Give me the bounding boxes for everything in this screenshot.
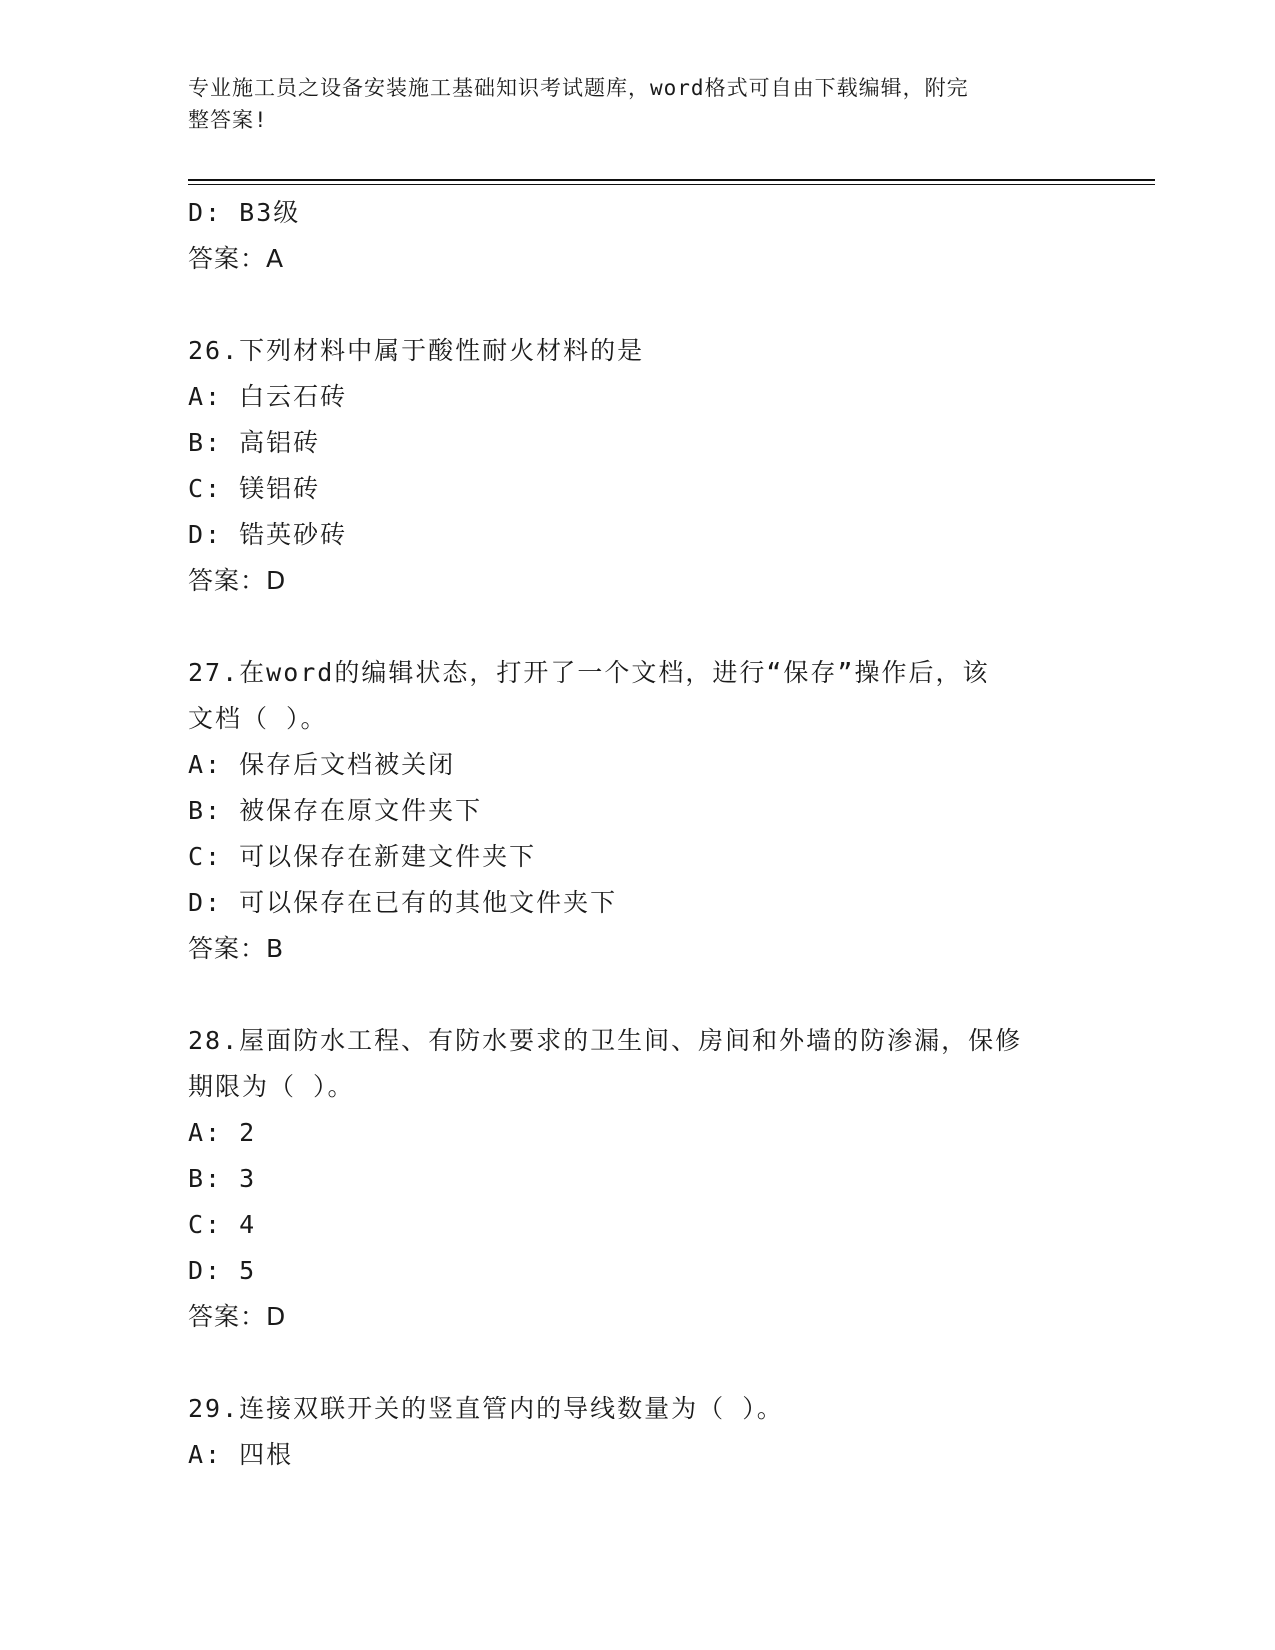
spacer <box>188 604 1088 650</box>
answer-line: 答案：D <box>188 566 287 595</box>
option-d: D: B3级 <box>188 198 301 227</box>
option-d: D: 5 <box>188 1256 257 1285</box>
question-block-25 <box>188 190 1088 282</box>
option-b: B: 被保存在原文件夹下 <box>188 796 483 825</box>
spacer <box>188 972 1088 1018</box>
question-text: 29.连接双联开关的竖直管内的导线数量为（ ）。 <box>188 1394 784 1423</box>
answer-line: 答案：A <box>188 244 285 273</box>
question-text-line-2: 文档（ ）。 <box>188 704 328 733</box>
spacer <box>188 282 1088 328</box>
question-text-line-1: 28.屋面防水工程、有防水要求的卫生间、房间和外墙的防渗漏，保修 <box>188 1026 1023 1055</box>
question-text: 26.下列材料中属于酸性耐火材料的是 <box>188 336 645 365</box>
header-title-line-1: 专业施工员之设备安装施工基础知识考试题库，word格式可自由下载编辑，附完 <box>188 76 969 100</box>
option-a: A: 白云石砖 <box>188 382 348 411</box>
question-block-29 <box>188 1386 1088 1478</box>
question-block-27 <box>188 650 1088 972</box>
header-divider-thick <box>188 179 1155 181</box>
option-a: A: 2 <box>188 1118 257 1147</box>
option-d: D: 可以保存在已有的其他文件夹下 <box>188 888 618 917</box>
question-block-26 <box>188 328 1088 604</box>
spacer <box>188 1340 1088 1386</box>
answer-line: 答案：B <box>188 934 285 963</box>
question-block-28 <box>188 1018 1088 1340</box>
question-text-line-1: 27.在word的编辑状态，打开了一个文档，进行“保存”操作后，该 <box>188 658 990 687</box>
option-a: A: 四根 <box>188 1440 294 1469</box>
option-a: A: 保存后文档被关闭 <box>188 750 456 779</box>
option-c: C: 镁铝砖 <box>188 474 321 503</box>
header-title-line-2: 整答案! <box>188 108 268 132</box>
question-list <box>188 190 1088 1478</box>
option-c: C: 可以保存在新建文件夹下 <box>188 842 537 871</box>
option-d: D: 锆英砂砖 <box>188 520 348 549</box>
question-text-line-2: 期限为（ ）。 <box>188 1072 355 1101</box>
option-c: C: 4 <box>188 1210 257 1239</box>
document-header <box>188 72 1068 136</box>
option-b: B: 高铝砖 <box>188 428 321 457</box>
answer-line: 答案：D <box>188 1302 287 1331</box>
header-divider-thin <box>188 184 1155 185</box>
option-b: B: 3 <box>188 1164 257 1193</box>
